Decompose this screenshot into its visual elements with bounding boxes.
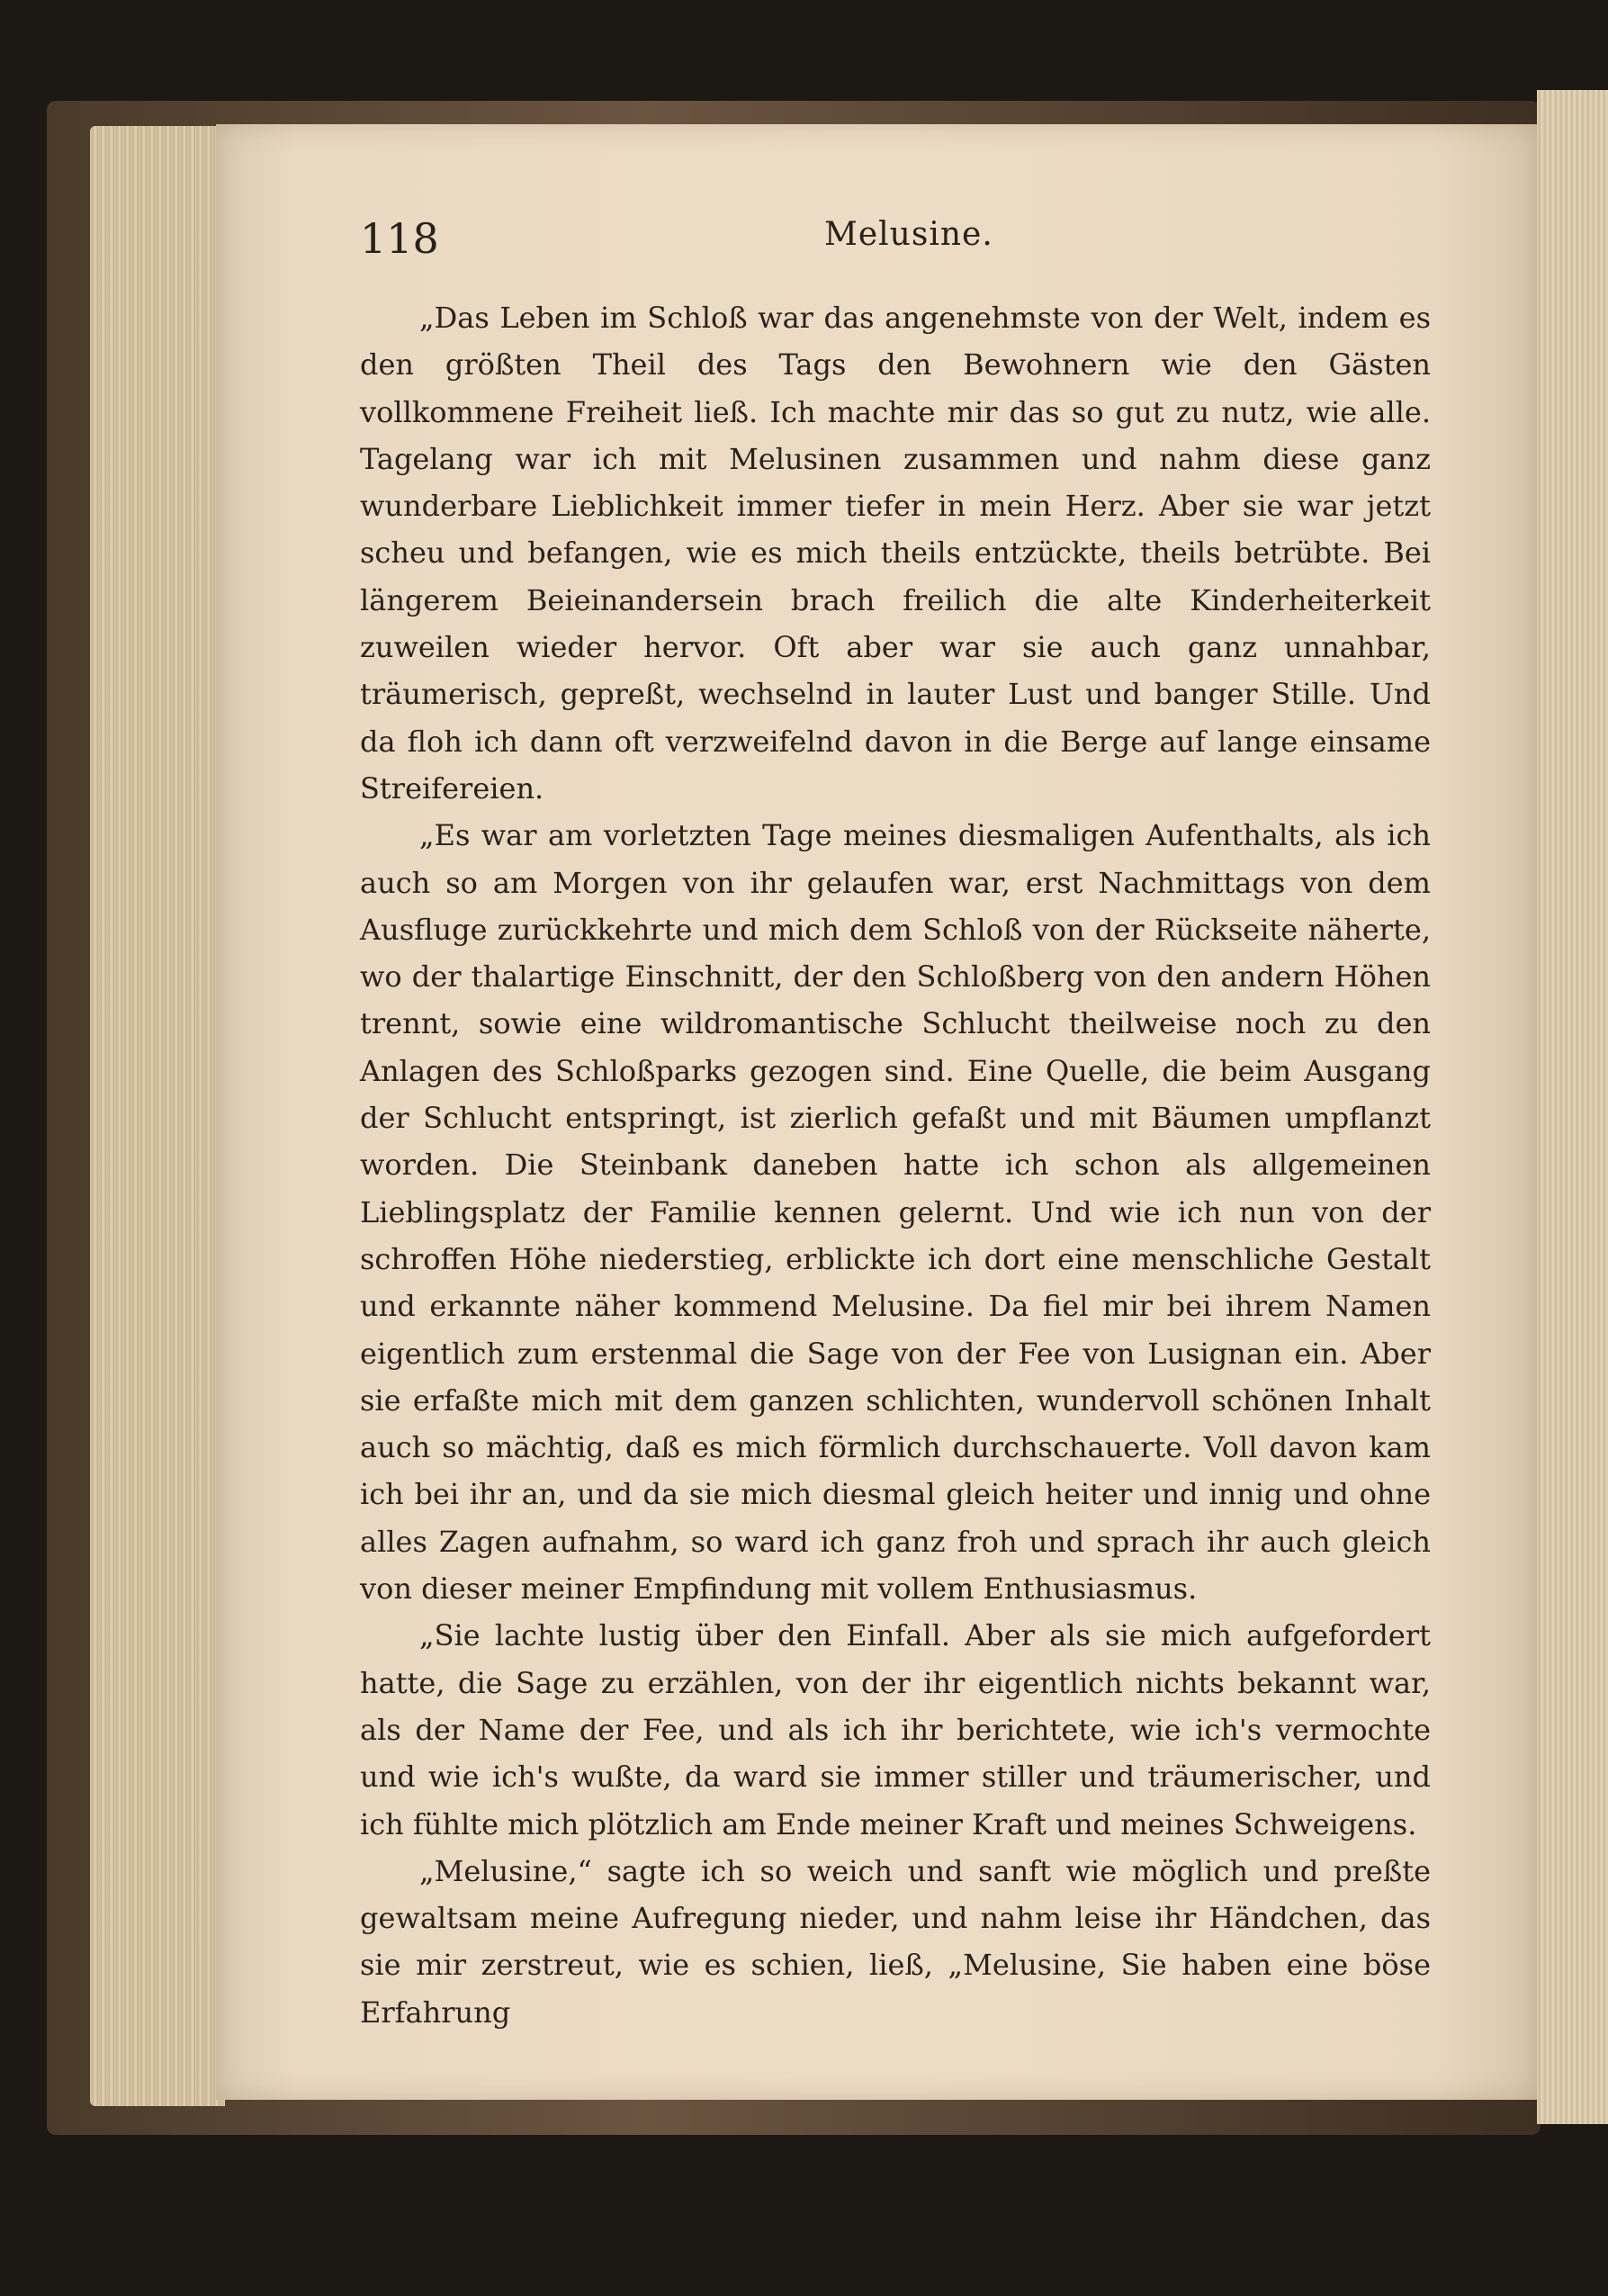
page-edges-left	[90, 126, 225, 2106]
paragraph-4: „Melusine,“ sagte ich so weich und sanft wie möglich und preßte gewaltsam meine Aufregung nieder, und nahm leise ihr Händchen, das sie mir zerstreut, wie es schien, ließ, „Melusine, Sie haben eine böse Erfahrung	[360, 1853, 1431, 2030]
paragraph-1: „Das Leben im Schloß war das angenehmste von der Welt, indem es den größten Theil des Tags den Bewohnern wie den Gästen vollkommene Freiheit ließ. Ich machte mir das so gut zu nutz, wie alle. Tagelang war ich mit Melusinen zusammen und nahm diese ganz wunderbare Lieblichkeit immer tiefer in mein Herz. Aber sie war jetzt scheu und befangen, wie es mich theils entzückte, theils betrübte. Bei längerem Beieinandersein brach freilich die alte Kinderheiterkeit zuweilen wieder hervor. Oft aber war sie auch ganz unnahbar, träumerisch, gepreßt, wechselnd in lauter Lust und banger Stille. Und da floh ich dann oft verzweifelnd davon in die Berge auf lange einsame Streifereien.	[360, 301, 1431, 806]
paragraph-3: „Sie lachte lustig über den Einfall. Aber als sie mich aufgefordert hatte, die Sage zu erzählen, von der ihr eigentlich nichts bekannt war, als der Name der Fee, und als ich ihr berichtete, wie ich's vermochte und wie ich's wußte, da ward sie immer stiller und träumerischer, und ich fühlte mich plötzlich am Ende meiner Kraft und meines Schweigens.	[360, 1618, 1431, 1841]
paragraph-2: „Es war am vorletzten Tage meines diesmaligen Aufenthalts, als ich auch so am Morgen von ihr gelaufen war, erst Nachmittags von dem Ausfluge zurückkehrte und mich dem Schloß von der Rückseite näherte, wo der thalartige Einschnitt, der den Schloßberg von den andern Höhen trennt, sowie eine wildromantische Schlucht theilweise noch zu den Anlagen des Schloßparks gezogen sind. Eine Quelle, die beim Ausgang der Schlucht entspringt, ist zierlich gefaßt und mit Bäumen umpflanzt worden. Die Steinbank daneben hatte ich schon als allgemeinen Lieblingsplatz der Familie kennen gelernt. Und wie ich nun von der schroffen Höhe niederstieg, erblickte ich dort eine menschliche Gestalt und erkannte näher kommend Melusine. Da fiel mir bei ihrem Namen eigentlich zum erstenmal die Sage von der Fee von Lusignan ein. Aber sie erfaßte mich mit dem ganzen schlichten, wundervoll schönen Inhalt auch so mächtig, daß es mich förmlich durchschauerte. Voll davon kam ich bei ihr an, und da sie mich diesmal gleich heiter und innig und ohne alles Zagen aufnahm, so ward ich ganz froh und sprach ihr auch gleich von dieser meiner Empfindung mit vollem Enthusiasmus.	[360, 818, 1431, 1607]
page-edges-right	[1537, 90, 1608, 2124]
page-number: 118	[360, 214, 439, 263]
body-text	[360, 294, 1431, 2036]
running-head: Melusine.	[824, 216, 993, 253]
